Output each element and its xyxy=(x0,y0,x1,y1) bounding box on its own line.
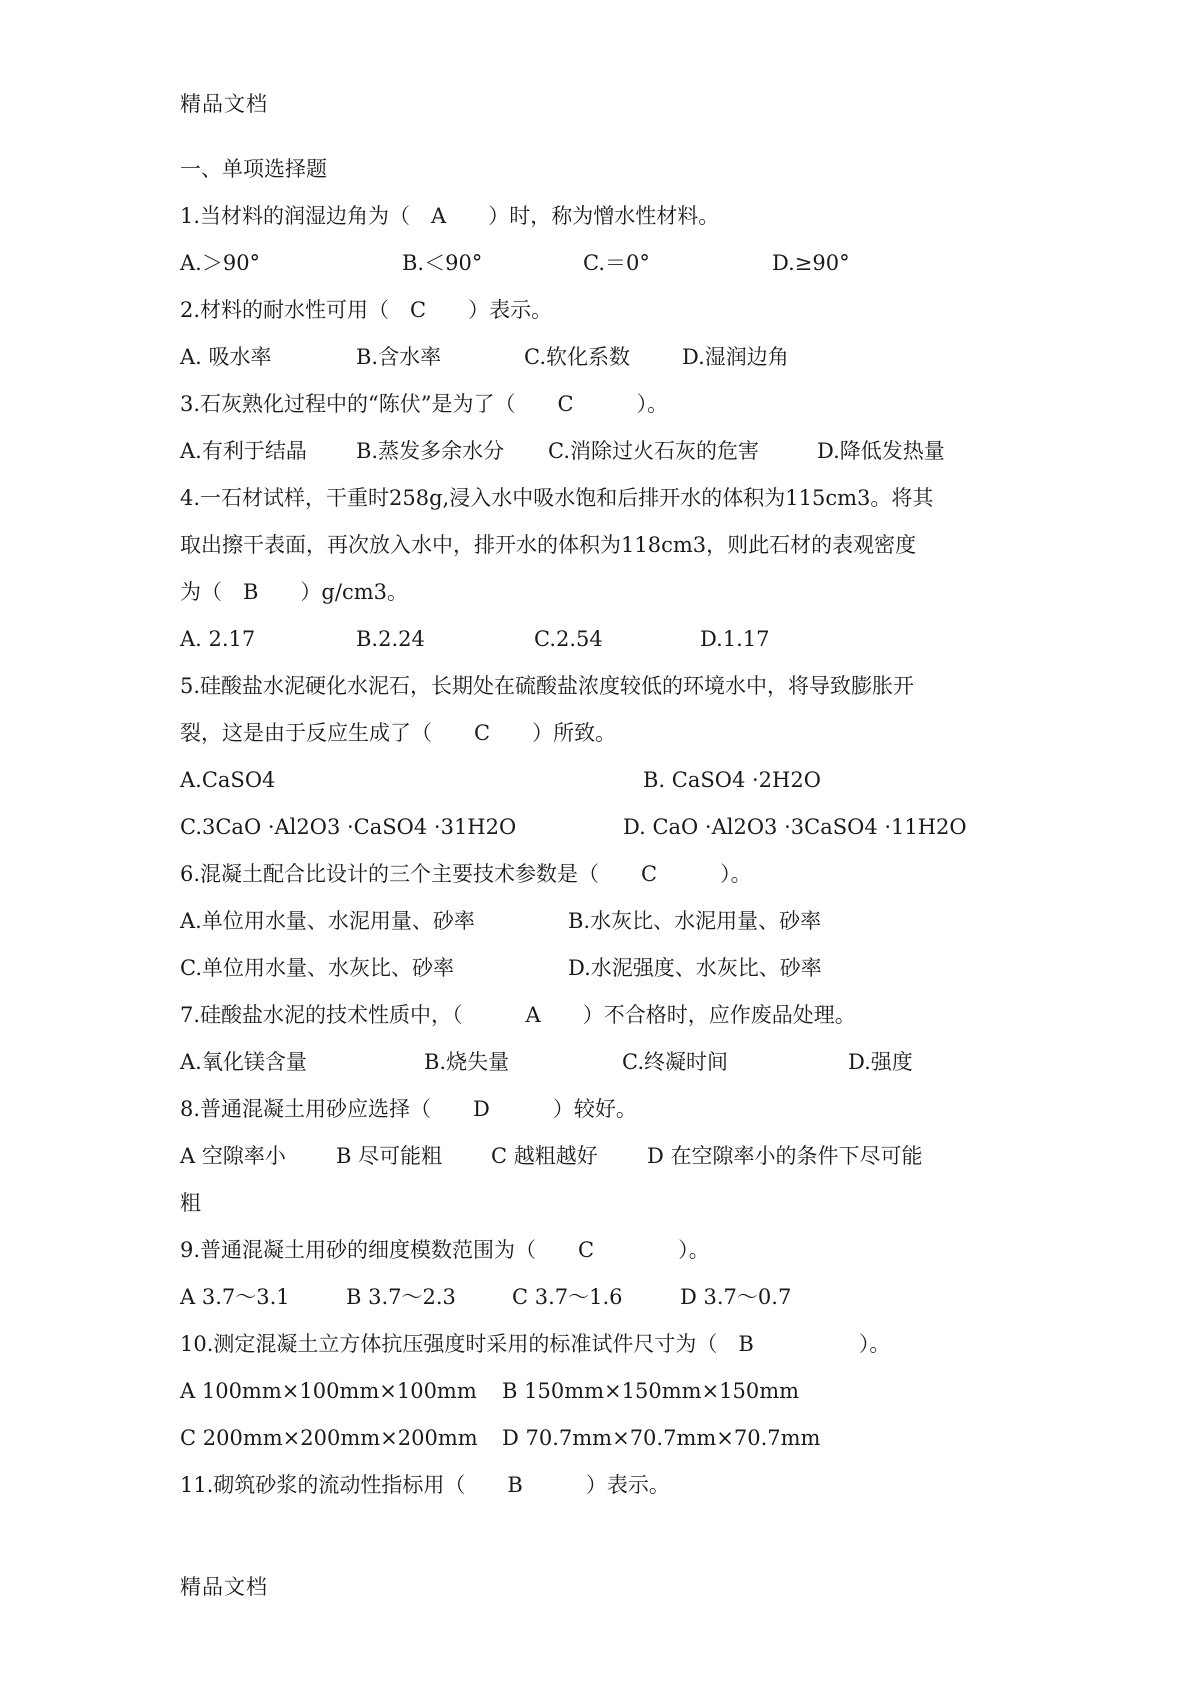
option-d: D 在空隙率小的条件下尽可能 xyxy=(647,1144,923,1168)
question-stem: 9.普通混凝土用砂的细度模数范围为（ C ）。 xyxy=(180,1238,710,1262)
question-stem: 3.石灰熟化过程中的“陈伏”是为了（ C ）。 xyxy=(180,392,669,416)
question-list xyxy=(180,146,1020,1509)
option-a: A.单位用水量、水泥用量、砂率 xyxy=(180,909,475,933)
option-d: D.≥90° xyxy=(772,251,850,275)
option-continuation: 粗 xyxy=(180,1191,201,1215)
option-d: D 70.7mm×70.7mm×70.7mm xyxy=(502,1426,821,1450)
option-c: C.＝0° xyxy=(583,251,650,275)
option-b: B.烧失量 xyxy=(424,1050,510,1074)
options-row xyxy=(180,334,1020,381)
option-c: C.消除过火石灰的危害 xyxy=(548,439,759,463)
page-footer: 精品文档 xyxy=(180,1575,268,1599)
page-header: 精品文档 xyxy=(180,92,268,116)
option-c: C.软化系数 xyxy=(524,345,630,369)
question-stem-line: 4.一石材试样，干重时258g,浸入水中吸水饱和后排开水的体积为115cm3。将其 xyxy=(180,486,934,510)
options-row xyxy=(180,898,1020,945)
options-row xyxy=(180,945,1020,992)
question-stem-line: 5.硅酸盐水泥硬化水泥石，长期处在硫酸盐浓度较低的环境水中，将导致膨胀开 xyxy=(180,674,915,698)
options-row xyxy=(180,1039,1020,1086)
option-d: D. CaO ·Al2O3 ·3CaSO4 ·11H2O xyxy=(623,815,967,839)
option-c: C.终凝时间 xyxy=(622,1050,728,1074)
option-c: C.3CaO ·Al2O3 ·CaSO4 ·31H2O xyxy=(180,815,517,839)
options-row xyxy=(180,1133,1020,1180)
option-c: C.单位用水量、水灰比、砂率 xyxy=(180,956,454,980)
option-b: B.＜90° xyxy=(402,251,483,275)
option-d: D.强度 xyxy=(848,1050,913,1074)
option-b: B.蒸发多余水分 xyxy=(356,439,505,463)
options-row xyxy=(180,428,1020,475)
option-a: A.＞90° xyxy=(180,251,261,275)
option-c: C.2.54 xyxy=(534,627,603,651)
options-row xyxy=(180,804,1020,851)
question-stem: 7.硅酸盐水泥的技术性质中，（ A ）不合格时，应作废品处理。 xyxy=(180,1003,856,1027)
question-stem: 2.材料的耐水性可用（ C ）表示。 xyxy=(180,298,553,322)
options-row xyxy=(180,240,1020,287)
option-b: B 150mm×150mm×150mm xyxy=(502,1379,800,1403)
option-b: B.2.24 xyxy=(356,627,425,651)
option-b: B.水灰比、水泥用量、砂率 xyxy=(568,909,822,933)
question-stem: 10.测定混凝土立方体抗压强度时采用的标准试件尺寸为（ B ）。 xyxy=(180,1332,891,1356)
option-a: A. 吸水率 xyxy=(180,345,272,369)
option-a: A.CaSO4 xyxy=(180,768,276,792)
question-stem: 11.砌筑砂浆的流动性指标用（ B ）表示。 xyxy=(180,1473,670,1497)
option-d: D 3.7～0.7 xyxy=(680,1285,792,1309)
option-d: D.水泥强度、水灰比、砂率 xyxy=(568,956,822,980)
option-d: D.1.17 xyxy=(700,627,770,651)
option-a: A.氧化镁含量 xyxy=(180,1050,307,1074)
option-a: A.有利于结晶 xyxy=(180,439,307,463)
option-c: C 越粗越好 xyxy=(491,1144,598,1168)
option-b: B.含水率 xyxy=(356,345,442,369)
option-d: D.降低发热量 xyxy=(817,439,945,463)
option-b: B 3.7～2.3 xyxy=(346,1285,456,1309)
option-b: B. CaSO4 ·2H2O xyxy=(643,768,821,792)
option-a: A 空隙率小 xyxy=(180,1144,286,1168)
question-stem-line: 为（ B ）g/cm3。 xyxy=(180,580,408,604)
question-stem-line: 裂，这是由于反应生成了（ C ）所致。 xyxy=(180,721,617,745)
option-b: B 尽可能粗 xyxy=(336,1144,443,1168)
option-d: D.湿润边角 xyxy=(682,345,789,369)
option-a: A 3.7～3.1 xyxy=(180,1285,290,1309)
question-stem-line: 取出擦干表面，再次放入水中，排开水的体积为118cm3，则此石材的表观密度 xyxy=(180,533,917,557)
option-a: A. 2.17 xyxy=(180,627,256,651)
section-title: 一、单项选择题 xyxy=(180,157,327,181)
options-row xyxy=(180,1368,1020,1415)
options-row xyxy=(180,1274,1020,1321)
options-row xyxy=(180,616,1020,663)
question-stem: 1.当材料的润湿边角为（ A ）时，称为憎水性材料。 xyxy=(180,204,720,228)
option-c: C 200mm×200mm×200mm xyxy=(180,1426,478,1450)
option-a: A 100mm×100mm×100mm xyxy=(180,1379,477,1403)
option-c: C 3.7～1.6 xyxy=(512,1285,623,1309)
options-row xyxy=(180,1415,1020,1462)
question-stem: 8.普通混凝土用砂应选择（ D ）较好。 xyxy=(180,1097,637,1121)
question-stem: 6.混凝土配合比设计的三个主要技术参数是（ C ）。 xyxy=(180,862,752,886)
options-row xyxy=(180,757,1020,804)
